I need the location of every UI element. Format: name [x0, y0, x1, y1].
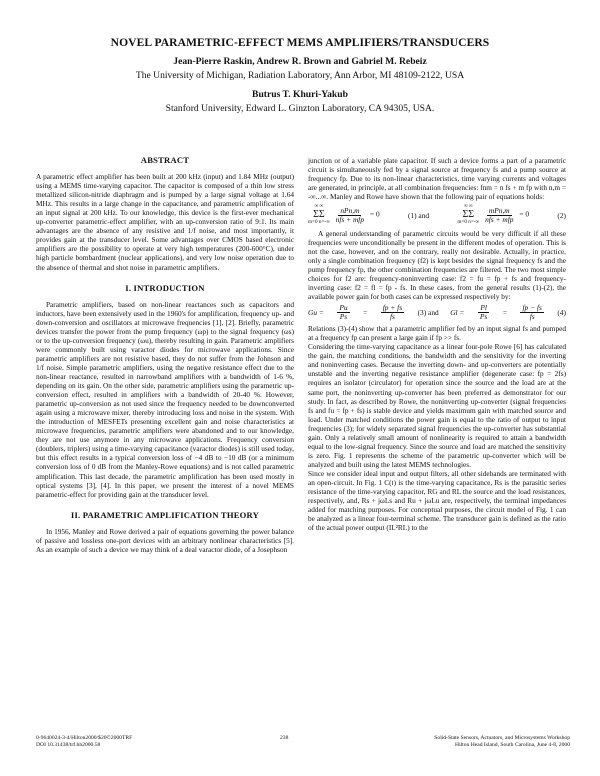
double-sum-symbol: ∞ ∞ ΣΣ m=0 n=-∞: [308, 203, 330, 226]
abstract-heading: ABSTRACT: [140, 155, 190, 165]
footer-doi: DOI 10.31438/trf.hh2000.58: [36, 742, 101, 748]
footer-workshop: Solid-State Sensors, Actuators, and Microsystems Workshop: [434, 735, 570, 741]
right-column: [308, 156, 566, 532]
right-paragraph-5: Since we consider ideal input and output filters, all other sidebands are terminated with an open-circuit. In Fig. 1 C(t) is the time-varying capacitance, Rs is the parasitic series resistance of the time-varying capacitor, RG and RL the source and the load resistances, respectively, and, Rs + jωLs and Ru + jωLu are, respectively, the terminal impedances added for matching purposes. For conceptual purposes, the circuit model of Fig. 1 can be analyzed as a linear four-terminal scheme. The transducer gain is defined as the ratio of the actual power output (IL²RL) to the: [308, 468, 566, 533]
authors-group-2: Butrus T. Khuri-Yakub: [252, 89, 348, 100]
intro-heading: I. INTRODUCTION: [125, 282, 205, 293]
equation-1-label: (1) and: [407, 210, 430, 220]
page-number: 238: [280, 735, 289, 741]
right-paragraph-4: Considering the time-varying capacitance as a linear four-pole Rowe [6] has calculated the gain, the matching conditions, the bandwidth and the sensitivity for the inverting and noninverting cases. Because the inverting down- and up-converters are potentially unstable and the inverting negative resistance amplifier (degenerate case: fp = 2fs) requires an isolator (circulator) for operation since the source and the load are at the same port, the noninverting up-converter has been preferred as demonstrator for our study. In fact, as described by Rowe, the noninverting up-converter (signal frequencies fs and fu = fp + fs) is stable device and yields maximum gain with matched source and load. Under matched conditions the power gain is equal to the ratio of output to input frequencies (3); for widely separated signal frequencies the up-converter has substantial gain. Only a relatively small amount of nonlinearity is required to attain a bandwidth equal to the low-signal frequency. Since the source and load are matched the sensitivity is zero. Fig. 1 represents the scheme of the parametric up-converter which will be analyzed and built using the latest MEMS technologies.: [308, 342, 566, 469]
footer-location: Hilton Head Island, South Carolina, June 4-8, 2000: [455, 742, 570, 748]
footer-right: [420, 735, 570, 749]
left-column: [36, 156, 294, 554]
right-paragraph-2: A general understanding of parametric circuits would be very difficult if all these frequencies were unconditionally be present in the different modes of operation. This is not the case, however, and on the contrary, really not desirable. Actually, in practice, only a single combination frequency (f2) is kept besides the signal frequency fs and the pump frequency fp, the other combination frequencies are filtered. The two most simple choices for f2 are: frequency-noninverting case: f2 = fu = fp + fs and frequency-inverting case: f2 = fl = fp - fs. In these cases, from the general results (1)-(2), the available power gain for both cases can be expressed respectively by:: [308, 228, 566, 302]
theory-heading: II. PARAMETRIC AMPLIFICATION THEORY: [70, 509, 260, 520]
equation-1-2: ∞ ∞ ΣΣ m=0 n=-∞ $\frac{\text{nPn,m}}{\text{nfs + mfp}}$ = 0 (1) and ∞ ∞ ΣΣ m=0 n=-∞ $\frac{\text{mPn,m}}{\text{nfs + mfp}}$ = 0 (2): [308, 203, 566, 226]
right-paragraph-3: Relations (3)-(4) show that a parametric amplifier fed by an input signal fs and pumped at a frequency fp can present a large gain if fp >> fs.: [308, 324, 566, 343]
affiliation-1: The University of Michigan, Radiation Laboratory, Ann Arbor, MI 48109-2122, USA: [135, 70, 465, 81]
intro-paragraph: Parametric amplifiers, based on non-linear reactances such as capacitors and inductors, have been extensively used in the 1960's for amplification, frequency up- and down-conversion and oscillators at microwave frequencies [1], [2]. Briefly, parametric devices transfer the power from the pump frequency (ωp) to the signal frequency (ωs) or to the up-conversion frequency (ωu), thereby resulting in gain. Parametric amplifiers were commonly built using varactor diodes for microwave applications. Since parametric amplifiers are not resistive based, they do not suffer from the Johnson and 1/f noise. Simple parametric amplifiers, using the negative resistance effect due to the non-linear reactance, resulted in narrowband amplifiers with a bandwidth of 1-6 %, depending on its gain. On the other side, parametric amplifiers using the parametric up-conversion effect, resulted in amplifiers with a bandwidth of 20-40 %. However, parametric up-conversion as not used since the frequency needed to be downconverted again using a microwave mixer, thereby introducing loss and noise in the system. With the introduction of MESFETs presenting excellent gain and noise characteristics at microwave frequencies, parametric amplifiers were abandoned and to our knowledge, they are not use anymore in any microwave applications. Frequency conversion (doublers, triplers) using a time-varying capacitance (varactor diodes) is still used today, but this effect results in a typical conversion loss of −4 dB to −10 dB (or a minimum conversion loss of 0 dB from the Manley-Rowe equations) and is not called parametric amplification. This last decade, the parametric amplification has been used mostly in optical systems [3], [4]. In this paper, we present the interest of a novel MEMS parametric-effect for providing gain at the transducer level.: [36, 299, 294, 499]
equation-3-label: (3) and: [417, 308, 439, 318]
authors-group-1: Jean-Pierre Raskin, Andrew R. Brown and Gabriel M. Rebeiz: [173, 56, 427, 67]
paper-title: NOVEL PARAMETRIC-EFFECT MEMS AMPLIFIERS/TRANSDUCERS: [110, 36, 490, 49]
footer-left: [36, 735, 132, 749]
footer-isbn: 0-9640024-3-4/Hilton2000/$20©2000TRF: [36, 735, 133, 741]
abstract-text: A parametric effect amplifier has been built at 200 kHz (input) and 1.84 MHz (output) using a MEMS time-varying capacitor. The capacitor is composed of a thin low stress metallized silicon-nitride diaphragm and is pumped by a large signal voltage at 1.64 MHz. This results in a large change in the capacitance, and parametric amplification of an input signal at 200 kHz. To our knowledge, this device is the first-ever mechanical up-converter parametric-effect amplifier, with an up-conversion ratio of 9:1. Its main advantages are the absence of any resistive and 1/f noise, and most importantly, it provides gain at the transducer level. Some advantages over CMOS based electronic amplifiers are the possibility to operate at very high temperatures (200-600°C), under high particle bombardment (nuclear applications), and very low noise operation due to the absence of thermal and shot noise in parametric amplifiers.: [36, 172, 294, 272]
equation-3-4: Gu = $\frac{Pu}{Ps}$ = $\frac{fp + fs}{fs}$ (3) and Gl = $\frac{Pl}{Ps}$ = $\frac{fp - fs}{fs}$ (4): [308, 303, 566, 322]
theory-paragraph: In 1956, Manley and Rowe derived a pair of equations governing the power balance of passive and lossless one-port devices with an arbitrary nonlinear characteristics [5]. As an example of such a device we may think of a deal varactor diode, of a Josephson: [36, 526, 294, 554]
affiliation-2: Stanford University, Edward L. Ginzton Laboratory, CA 94305, USA.: [165, 103, 435, 114]
equation-4-label: (4): [557, 308, 566, 318]
equation-2-label: (2): [557, 210, 566, 220]
right-paragraph-1: junction or of a variable plate capacitor. If such a device forms a part of a parametric circuit is simultaneously fed by a signal source at frequency fs and a pump source at frequency fp. Due to its non-linear characteristics, time varying currents and voltages are generated, in principle, at all combination frequencies: fnm = n fs + m fp with n,m = -∞...∞. Manley and Rowe have shown that the following pair of equations holds:: [308, 156, 566, 202]
